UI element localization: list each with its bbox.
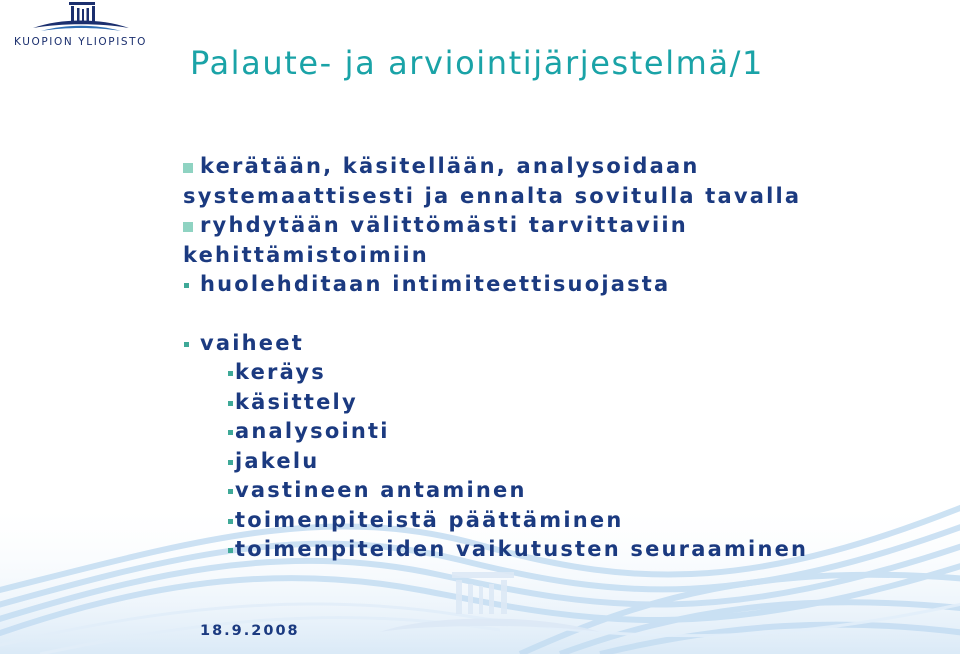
logo-text: KUOPION YLIOPISTO [14, 36, 148, 48]
bullet-list [183, 152, 943, 565]
slide-title: Palaute- ja arviointijärjestelmä/1 [190, 44, 765, 82]
sub-bullet-text: vastineen antaminen [235, 478, 527, 502]
sub-bullet-text: toimenpiteiden vaikutusten seuraaminen [235, 537, 809, 561]
sub-bullet-text: jakelu [235, 448, 320, 473]
sub-bullet-item [183, 388, 943, 418]
square-bullet-icon [183, 222, 193, 232]
bullet-item-1-continued [183, 182, 943, 212]
bullet-text: kehittämistoimiin [183, 242, 429, 267]
bullet-item-2 [183, 211, 943, 241]
square-bullet-icon [183, 163, 193, 173]
bullet-item-4 [183, 329, 943, 359]
small-square-bullet-icon [184, 342, 189, 347]
small-square-bullet-icon [228, 371, 233, 376]
small-square-bullet-icon [228, 430, 233, 435]
small-square-bullet-icon [228, 519, 233, 524]
bullet-text: ryhdytään välittömästi tarvittaviin [200, 213, 688, 237]
sub-bullet-item [183, 417, 943, 447]
small-square-bullet-icon [228, 489, 233, 494]
sub-bullet-item [183, 358, 943, 388]
bullet-item-2-continued [183, 241, 943, 271]
small-square-bullet-icon [228, 401, 233, 406]
bullet-item-1 [183, 152, 943, 182]
sub-bullet-item [183, 447, 943, 477]
university-building-logo-icon [31, 0, 131, 34]
bullet-text: kerätään, käsitellään, analysoidaan [200, 154, 700, 178]
sub-bullet-item [183, 535, 943, 565]
small-square-bullet-icon [184, 283, 189, 288]
sub-bullet-item [183, 476, 943, 506]
sub-bullet-text: käsittely [235, 389, 358, 414]
university-logo [14, 0, 148, 50]
sub-bullet-text: toimenpiteistä päättäminen [235, 507, 624, 532]
footer-date: 18.9.2008 [200, 623, 300, 639]
small-square-bullet-icon [228, 548, 233, 553]
sub-bullet-text: analysointi [235, 419, 390, 443]
bullet-text: systemaattisesti ja ennalta sovitulla tavalla [183, 183, 802, 208]
sub-bullet-text: keräys [235, 360, 326, 384]
bullet-item-3 [183, 270, 943, 300]
bullet-text: vaiheet [200, 330, 304, 355]
sub-bullet-item [183, 506, 943, 536]
bullet-text: huolehditaan intimiteettisuojasta [200, 272, 671, 296]
small-square-bullet-icon [228, 460, 233, 465]
